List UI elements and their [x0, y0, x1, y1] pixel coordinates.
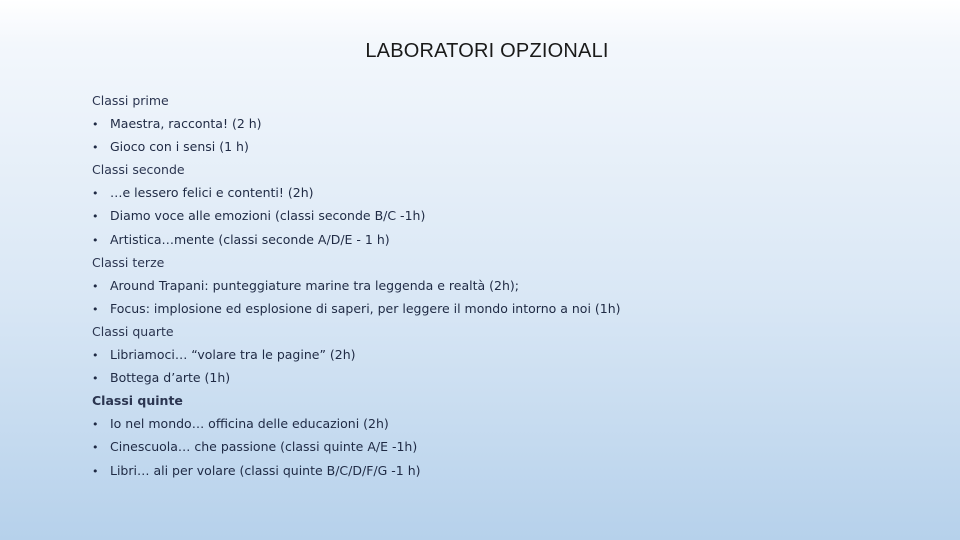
list-item — [92, 204, 932, 227]
list-item-label: Libriamoci… “volare tra le pagine” (2h) — [110, 347, 356, 363]
section-heading-quarte: Classi quarte — [92, 323, 174, 339]
list-item — [92, 435, 932, 458]
list-item — [92, 274, 932, 297]
list-item — [92, 228, 932, 251]
list-item-label: Cinescuola… che passione (classi quinte A/E -1h) — [110, 439, 418, 455]
bullet-icon: • — [92, 118, 99, 132]
list-item-label: Around Trapani: punteggiature marine tra leggenda e realtà (2h); — [110, 277, 519, 293]
list-item — [92, 297, 932, 320]
list-item-label: Focus: implosione ed esplosione di saperi, per leggere il mondo intorno a noi (1h) — [110, 300, 621, 316]
list-item — [92, 112, 932, 135]
bullet-icon: • — [92, 210, 99, 224]
bullet-icon: • — [92, 302, 99, 316]
list-item-label: Bottega d’arte (1h) — [110, 370, 231, 386]
list-item-label: …e lessero felici e contenti! (2h) — [110, 185, 314, 201]
list-item — [92, 366, 932, 389]
bullet-icon: • — [92, 141, 99, 155]
list-item-label: Io nel mondo… officina delle educazioni (2h) — [110, 416, 389, 432]
bullet-icon: • — [92, 349, 99, 363]
bullet-icon: • — [92, 372, 99, 386]
bullet-icon: • — [92, 464, 99, 478]
lab-list — [92, 89, 932, 482]
section-heading-seconde: Classi seconde — [92, 162, 185, 178]
list-item — [92, 135, 932, 158]
list-item-label: Artistica…mente (classi seconde A/D/E - 1 h) — [110, 231, 390, 247]
bullet-icon: • — [92, 187, 99, 201]
list-item-label: Maestra, racconta! (2 h) — [110, 116, 262, 132]
list-item — [92, 459, 932, 482]
list-item-label: Diamo voce alle emozioni (classi seconde B/C -1h) — [110, 208, 426, 224]
list-item-label: Libri… ali per volare (classi quinte B/C/D/F/G -1 h) — [110, 462, 421, 478]
list-item — [92, 343, 932, 366]
page-title: LABORATORI OPZIONALI — [365, 40, 609, 62]
bullet-icon: • — [92, 441, 99, 455]
bullet-icon: • — [92, 279, 99, 293]
section-heading-prime: Classi prime — [92, 93, 169, 108]
list-item — [92, 181, 932, 204]
list-item — [92, 412, 932, 435]
bullet-icon: • — [92, 418, 99, 432]
section-heading-quinte: Classi quinte — [92, 393, 183, 409]
bullet-icon: • — [92, 233, 99, 247]
section-heading-terze: Classi terze — [92, 254, 165, 270]
list-item-label: Gioco con i sensi (1 h) — [110, 139, 249, 155]
